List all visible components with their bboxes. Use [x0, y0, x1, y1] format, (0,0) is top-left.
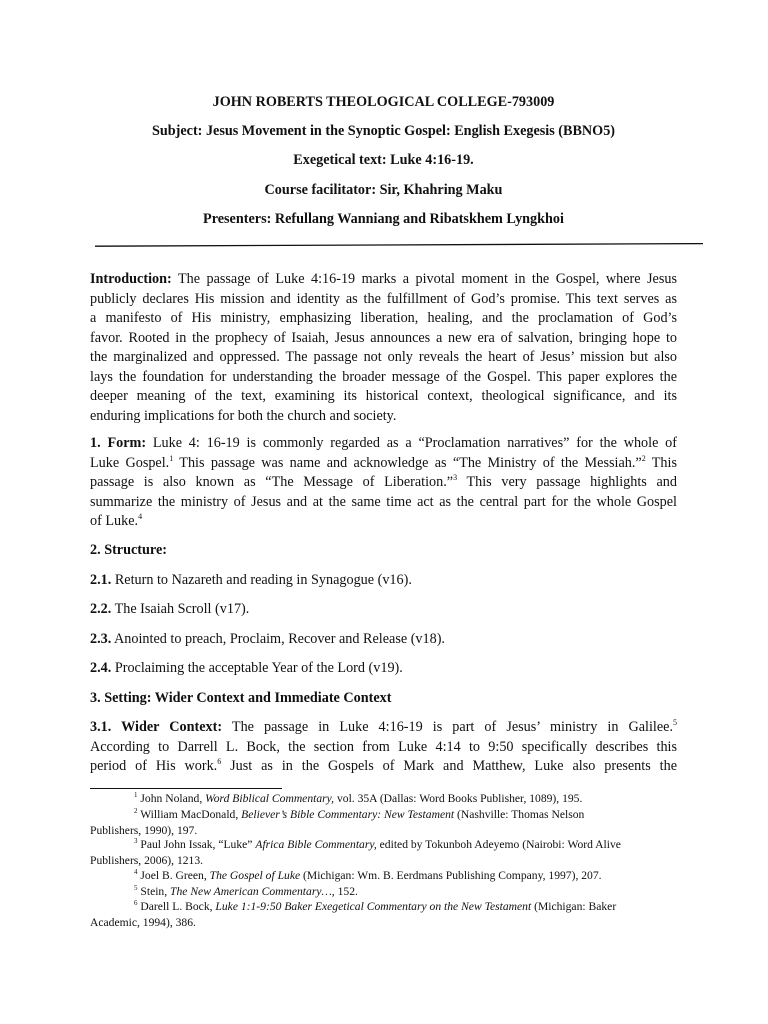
- intro-line: deeper meaning of the text, examining its historical context, theological significance, and its: [90, 388, 677, 404]
- form-label: 1. Form:: [90, 435, 147, 451]
- intro-line: favor. Rooted in the prophecy of Isaiah, Jesus announces a new era of salvation, bringing hope to: [90, 329, 677, 346]
- college-title: JOHN ROBERTS THEOLOGICAL COLLEGE-793009: [212, 94, 555, 110]
- intro-line: enduring implications for both the church and society.: [90, 407, 397, 424]
- footnote-2: $^2$ William MacDonald, Believer’s Bible Commentary: New Testament (Nashville: Thomas Nelson Publishers, 1990), 197.: [90, 807, 585, 837]
- structure-heading: 2. Structure:: [90, 542, 167, 558]
- intro-line: lays the foundation for understanding the broader message of the Gospel. This paper explores the: [90, 368, 677, 385]
- setting-line: According to Darrell L. Bock, the section from Luke 4:14 to 9:50 specifically describes this: [90, 738, 677, 755]
- form-line: This very passage highlights and: [457, 474, 677, 490]
- structure-item: 2.1. Return to Nazareth and reading in Synagogue (v16).: [90, 572, 412, 588]
- footnote-ref[interactable]: 1: [169, 453, 174, 463]
- footnote-6: $^6$ Darell L. Bock, Luke 1:1-9:50 Baker Exegetical Commentary on the New Testament (Michigan: Baker Academic, 1994), 386.: [90, 899, 617, 929]
- intro-line: the marginalized and oppressed. The passage not only reveals the heart of Jesus’ mission but also: [90, 349, 677, 365]
- footnote-separator: [90, 788, 282, 789]
- form-line: passage is also known as “The Message of Liberation.”: [90, 474, 454, 490]
- footnote-ref[interactable]: 5: [673, 718, 678, 727]
- intro-line: a manifesto of His ministry, emphasizing liberation, healing, and the proclamation of God’s: [90, 310, 677, 326]
- footnote-4: $^4$ Joel B. Green, The Gospel of Luke (Michigan: Wm. B. Eerdmans Publishing Company, 1997), 207.: [134, 868, 602, 882]
- setting-heading: 3. Setting: Wider Context and Immediate Context: [90, 690, 392, 706]
- structure-item: 2.2. The Isaiah Scroll (v17).: [90, 601, 250, 617]
- form-line: This passage was name and acknowledge as “The Ministry of the Messiah.”: [173, 454, 642, 471]
- header-divider: [95, 243, 703, 247]
- footnote-5: $^5$ Stein, The New American Commentary…, 152.: [134, 884, 358, 898]
- form-paragraph: [90, 434, 677, 532]
- form-line: of Luke.: [90, 513, 139, 529]
- form-line: This: [645, 454, 677, 471]
- form-line: summarize the ministry of Jesus and at the same time act as the central part for the whole Gospel: [90, 493, 677, 510]
- subject-line: Subject: Jesus Movement in the Synoptic Gospel: English Exegesis (BBNO5): [151, 123, 616, 139]
- intro-line: The passage of Luke 4:16-19 marks a pivotal moment in the Gospel, where Jesus: [177, 271, 677, 287]
- intro-line: publicly declares His mission and identity as the fulfillment of God’s promise. This text serves as: [90, 290, 677, 307]
- wider-context-paragraph: [90, 718, 677, 777]
- footnote-ref[interactable]: 3: [453, 473, 458, 482]
- form-line: Luke Gospel.: [90, 454, 170, 471]
- footnote-ref[interactable]: 2: [641, 453, 646, 463]
- setting-line: period of His work.: [90, 758, 218, 774]
- footnote-ref[interactable]: 6: [217, 757, 222, 766]
- wider-context-label: 3.1. Wider Context:: [90, 719, 223, 735]
- setting-line: Just as in the Gospels of Mark and Matthew, Luke also presents the: [221, 758, 677, 774]
- footnote-3: $^3$ Paul John Issak, “Luke” Africa Bible Commentary, edited by Tokunboh Adeyemo (Nairobi: Word Alive Publishers, 2006), 1213.: [90, 837, 621, 867]
- introduction-label: Introduction:: [90, 271, 172, 287]
- setting-line: The passage in Luke 4:16-19 is part of Jesus’ ministry in Galilee.: [231, 719, 674, 735]
- exegetical-text-line: Exegetical text: Luke 4:16-19.: [293, 152, 474, 168]
- footnote-ref[interactable]: 4: [138, 512, 143, 521]
- structure-item: 2.3. Anointed to preach, Proclaim, Recover and Release (v18).: [90, 631, 445, 647]
- presenters-line: Presenters: Refullang Wanniang and Ribatskhem Lyngkhoi: [203, 211, 564, 227]
- introduction-paragraph: [90, 270, 677, 426]
- form-line: Luke 4: 16-19 is commonly regarded as a “Proclamation narratives” for the whole of: [152, 435, 677, 451]
- facilitator-line: Course facilitator: Sir, Khahring Maku: [264, 182, 503, 198]
- footnote-1: $^1$ John Noland, Word Biblical Commentary, vol. 35A (Dallas: Word Books Publisher, 1089), 195.: [134, 791, 583, 805]
- structure-item: 2.4. Proclaiming the acceptable Year of the Lord (v19).: [90, 660, 403, 676]
